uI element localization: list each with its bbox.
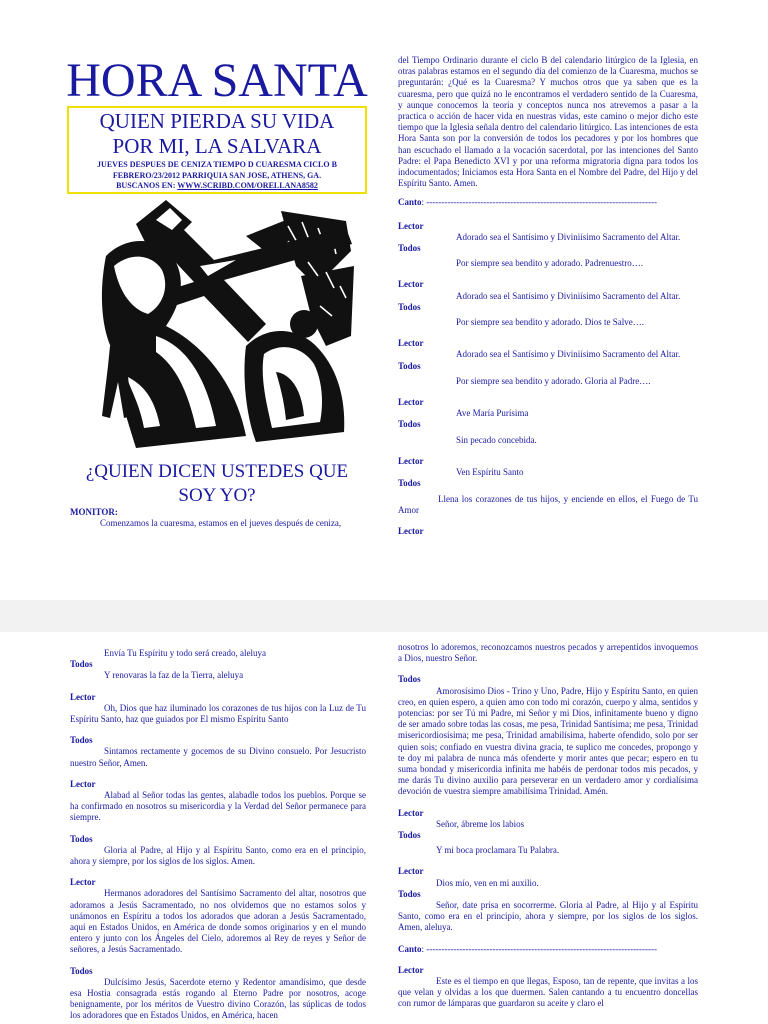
todos-label: Todos xyxy=(398,830,421,841)
page-two xyxy=(0,632,768,1024)
oh-dios-text: Oh, Dios que haz iluminado los corazones de tus hijos con la Luz de Tu Espíritu Santo, haz que guiados por El mismo Espíritu Santo xyxy=(70,702,366,725)
subtitle-line-2: POR MI, LA SALVARA xyxy=(112,134,322,158)
lector-line: Adorado sea el Santísimo y Diviniísimo Sacramento del Altar. xyxy=(456,349,681,360)
todos-line: Llena los corazones de tus hijos, y enciende en ellos, el Fuego de Tu Amor xyxy=(398,493,698,515)
lector-label: Lector xyxy=(70,778,96,789)
todos-label: Todos xyxy=(398,888,421,899)
lector-label: Lector xyxy=(398,455,424,466)
right-column-page-two xyxy=(398,642,698,1010)
lector-label: Lector xyxy=(398,866,424,877)
todos-label: Todos xyxy=(70,659,93,670)
lector-label: Lector xyxy=(398,964,424,975)
monitor-label: MONITOR: xyxy=(70,507,118,517)
todos-label: Todos xyxy=(398,419,421,430)
lector-label: Lector xyxy=(398,220,424,231)
lector-label: Lector xyxy=(70,691,96,702)
renovaras-line: Y renovaras la faz de la Tierra, aleluya xyxy=(104,670,244,681)
question-heading xyxy=(66,460,368,508)
lector-label: Lector xyxy=(70,877,96,888)
todos-label: Todos xyxy=(398,301,421,312)
este-es-text: Este es el tiempo en que llegas, Esposo, tan de repente, que invitas a los que velan y olvidas a los que duermen. Salen cantando a tu encuentro doncellas con rumor de lámparas que guardaron su aceite y claro el xyxy=(398,976,698,1009)
lector-label: Lector xyxy=(398,338,424,349)
todos-line: Por siempre sea bendito y adorado. Padrenuestro…. xyxy=(456,258,643,269)
jesus-carrying-cross-illustration xyxy=(96,196,356,452)
info-line-1: JUEVES DESPUES DE CENIZA TIEMPO D CUARESMA CICLO B xyxy=(97,160,337,169)
alabad-text: Alabad al Señor todas las gentes, alabadle todos los pueblos. Porque se ha confirmado en nosotros su misericordia y la Verdad del Señor permanece para siempre. xyxy=(70,790,366,823)
canto-line: Canto: ----------------------------------------------------------------------------- xyxy=(398,197,658,208)
nosotros-text: nosotros lo adoremos, reconozcamos nuestros pecados y arrepentidos invoquemos a Dios, nuestro Señor. xyxy=(398,642,698,664)
senor-abreme-line: Señor, ábreme los labios xyxy=(436,818,525,829)
right-column-page-one xyxy=(398,55,698,537)
scribd-link[interactable]: WWW.SCRIBD.COM/ORELLANA8582 xyxy=(177,181,318,190)
lector-label: Lector xyxy=(398,525,424,536)
todos-label: Todos xyxy=(70,965,93,976)
question-line-2: SOY YO? xyxy=(178,485,256,506)
info-prefix: BUSCANOS EN: xyxy=(116,181,178,190)
page-gap xyxy=(0,600,768,632)
todos-line: Por siempre sea bendito y adorado. Gloria al Padre…. xyxy=(456,375,651,386)
question-line-1: ¿QUIEN DICEN USTEDES QUE xyxy=(85,461,349,482)
todos-label: Todos xyxy=(398,674,421,685)
todos-line: Sin pecado concebida. xyxy=(456,434,537,445)
todos-label: Todos xyxy=(398,243,421,254)
monitor-text: Comenzamos la cuaresma, estamos en el jueves después de ceniza, xyxy=(100,518,342,529)
monitor-section xyxy=(70,507,366,529)
info-line-2: FEBRERO/23/2012 PARRIQUIA SAN JOSE, ATHENS, GA. xyxy=(112,170,322,180)
dulcisimo-text: Dulcísimo Jesús, Sacerdote eterno y Redentor amandísimo, que desde esa Hostia consagrada estás rogando al Eterno Padre por nosotros, acoge benignamente, por los méritos de Vuestro divino Corazón, las súplicas de todos los adoradores que en Estados Unidos, en América, hacen xyxy=(70,976,366,1021)
lector-label: Lector xyxy=(398,279,424,290)
lector-line: Ven Espíritu Santo xyxy=(456,467,524,478)
amorosisimo-text: Amorosísimo Dios - Trino y Uno, Padre, Hijo y Espíritu Santo, en quien creo, en quien espero, a quien amo con todo mi corazón, cuerpo y alma, sentidos y potencias: por ser Tú mi Padre, mi Señor y mi Dios, infinitamente bueno y digno de ser amado sobre todas las cosas, me pesa, Trinidad Santísima; me pesa, Trinidad misericordiosísima; me pesa, Trinidad amabilísima, haberte ofendido, solo por ser quien sois; confiado en vuestra divina gracia, te suplico me concedes, propongo y te doy mi palabra de nunca más ofenderte y morir antes que pecar; espero en tu suma bondad y misericordia infinita me habéis de perdonar todos mis pecados, y me darás Tu divino auxilio para perseverar en un verdadero amor y cordialísima devoción de vuestra siempre amabilísima Trinidad. Amén. xyxy=(398,685,698,797)
lector-line: Adorado sea el Santísimo y Diviniísimo Sacramento del Altar. xyxy=(456,290,681,301)
subtitle-line-1: QUIEN PIERDA SU VIDA xyxy=(99,109,335,133)
left-column-page-two xyxy=(70,648,366,1022)
info-line-3 xyxy=(69,181,365,192)
lector-label: Lector xyxy=(398,397,424,408)
subtitle-box xyxy=(67,106,367,194)
senor-date-text: Señor, date prisa en socorrerme. Gloria al Padre, al Hijo y al Espíritu Santo, como era en el principio, ahora y siempre, por los siglos de los siglos. Amen, aleluya. xyxy=(398,900,698,933)
lector-line: Ave María Purísima xyxy=(456,408,529,419)
lector-line: Adorado sea el Santísimo y Diviniísimo Sacramento del Altar. xyxy=(456,231,681,242)
sintamos-text: Sintamos rectamente y gocemos de su Divino consuelo. Por Jesucristo nuestro Señor, Amen. xyxy=(70,746,366,768)
todos-label: Todos xyxy=(70,833,93,844)
envia-line: Envía Tu Espíritu y todo será creado, aleluya xyxy=(104,648,266,658)
gloria-text: Gloria al Padre, al Hijo y al Espíritu Santo, como era en el principio, ahora y siempre, por los siglos de los siglos. Amen. xyxy=(70,844,366,867)
document-title: HORA SANTA xyxy=(66,54,368,107)
event-info xyxy=(69,160,365,192)
intro-paragraph: del Tiempo Ordinario durante el ciclo B del calendario litúrgico de la Iglesia, en otras palabras estamos en el segundo día del comienzo de la Cuaresma, muchos se preguntarán: ¿Qué es la Cuaresma? Y muchos otros que ya saben que es la cuaresma, pero que quizá no le encontramos el verdadero sentido de la Cuaresma, y aunque conocemos la teoría y conceptos nunca nos atrevemos a pasar a la practica o acción de hacer vida en nuestras vidas, este camino o mejor dicho este tiempo que la Iglesia señala dentro del calendario litúrgico. Las intenciones de esta Hora Santa son por la conversión de todos los pecadores y por los hombres que han escuchado el llamado a la vocación sacerdotal, por las intenciones del Santo Padre: el Papa Benedicto XVI y por una reforma migratoria digna para todos los indocumentados; Iniciamos esta Hora Santa en el Nombre del Padre, del Hijo y del Espíritu Santo. Amen. xyxy=(398,55,698,189)
canto-line: Canto: ----------------------------------------------------------------------------- xyxy=(398,943,658,954)
boca-line: Y mi boca proclamara Tu Palabra. xyxy=(436,845,560,856)
todos-label: Todos xyxy=(398,478,421,489)
todos-label: Todos xyxy=(70,735,93,746)
todos-label: Todos xyxy=(398,360,421,371)
todos-line: Por siempre sea bendito y adorado. Dios te Salve…. xyxy=(456,317,644,328)
dios-mio-line: Dios mío, ven en mi auxilio. xyxy=(436,877,539,888)
hermanos-text: Hermanos adoradores del Santísimo Sacramento del altar, nosotros que adoramos a Jesús Sacramentado, no nos olvidemos que no estamos solos y unámonos en Espíritu a todos los adorados que adoran a Jesús Sacramentado, aquí en Estados Unidos, en América de donde somos originarios y en el mundo entero y junto con los Ángeles del Cielo, adoremos al Rey de reyes y Señor de señores, a Jesús Sacramentado. xyxy=(70,888,366,955)
lector-label: Lector xyxy=(398,807,424,818)
